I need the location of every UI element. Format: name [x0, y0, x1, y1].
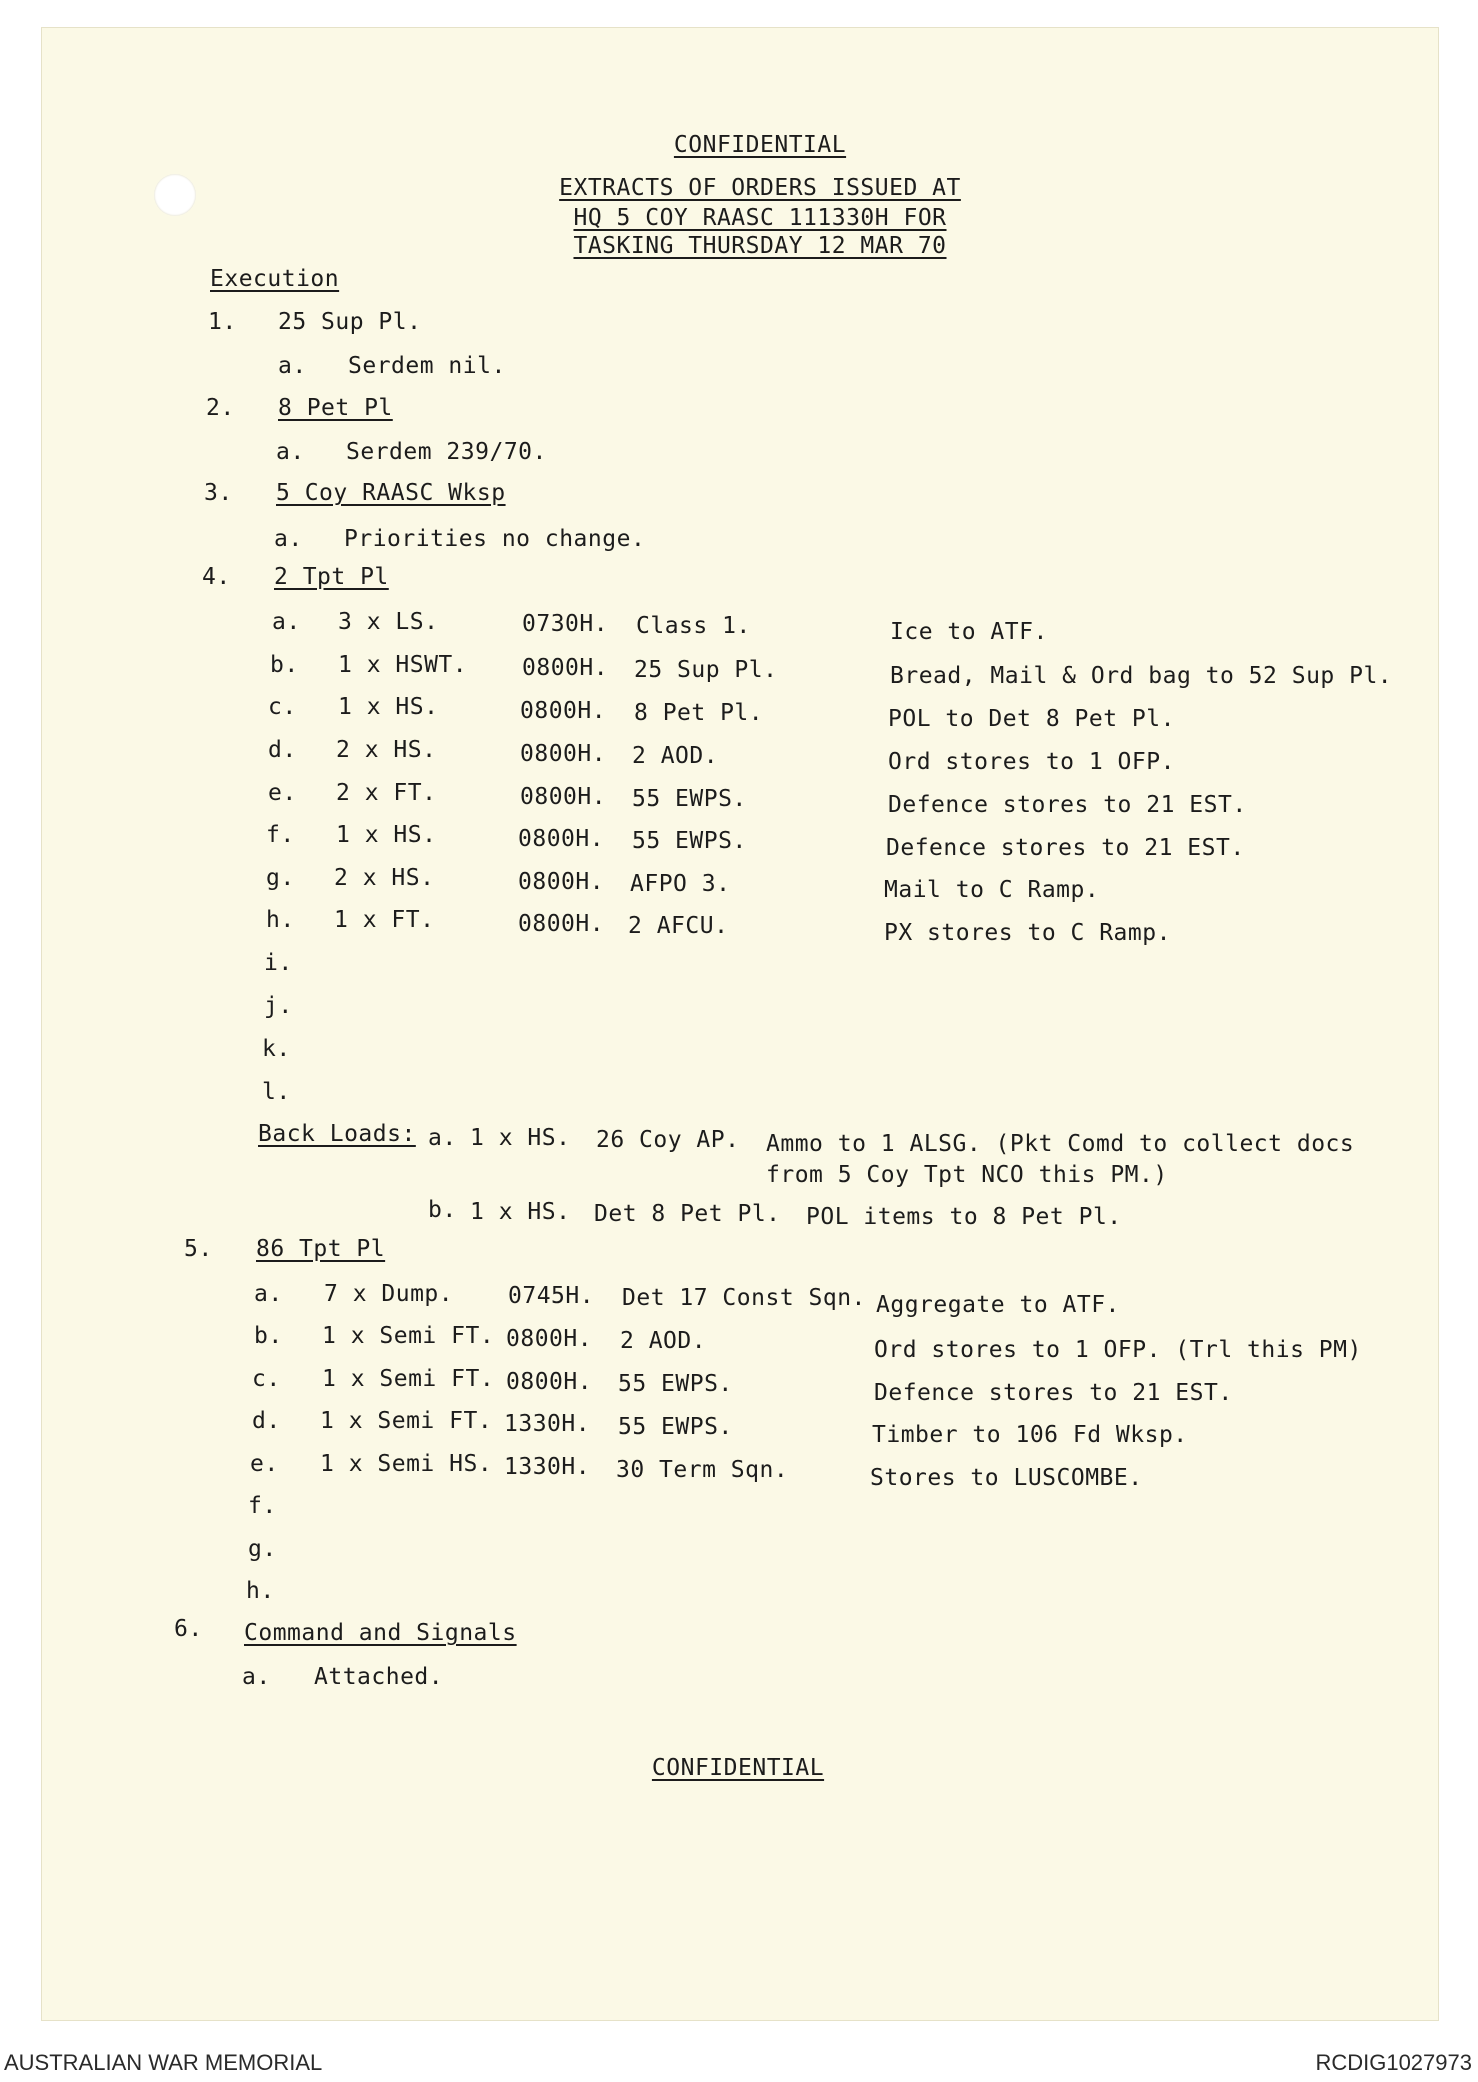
sec5-empty-letter: f. [248, 1493, 277, 1519]
sec4-empty-letter: j. [264, 993, 293, 1019]
title-line-1: EXTRACTS OF ORDERS ISSUED AT [559, 175, 961, 201]
row-time: 1330H. [504, 1411, 591, 1437]
back-load-a-vehicles: 1 x HS. [470, 1125, 571, 1151]
row-task: Defence stores to 21 EST. [886, 835, 1245, 861]
sec6-title: Command and Signals [244, 1620, 517, 1646]
back-load-a-unit: 26 Coy AP. [596, 1127, 740, 1153]
row-task: Ord stores to 1 OFP. [888, 749, 1175, 775]
back-load-b-letter: b. [428, 1197, 457, 1223]
classification-top: CONFIDENTIAL [673, 132, 847, 158]
row-unit: 55 EWPS. [618, 1371, 733, 1397]
sec6-a-text: Attached. [314, 1664, 444, 1690]
row-task: Ord stores to 1 OFP. (Trl this PM) [874, 1337, 1362, 1363]
sec2-a-text: Serdem 239/70. [346, 439, 547, 465]
sec1-title: 25 Sup Pl. [278, 309, 422, 335]
sec2-a-letter: a. [276, 439, 305, 465]
sec1-a-text: Serdem nil. [348, 353, 506, 379]
sec4-title: 2 Tpt Pl [274, 564, 389, 590]
row-vehicles: 7 x Dump. [324, 1281, 454, 1307]
punch-hole [154, 174, 196, 216]
row-vehicles: 1 x HS. [336, 822, 437, 848]
title-line-3: TASKING THURSDAY 12 MAR 70 [573, 233, 947, 259]
sec5-empty-letter: h. [246, 1578, 275, 1604]
row-time: 0745H. [508, 1283, 595, 1309]
row-task: Ice to ATF. [890, 619, 1048, 645]
row-letter: a. [272, 609, 301, 635]
document-page [42, 28, 1438, 2020]
row-unit: 55 EWPS. [632, 828, 747, 854]
sec3-a-text: Priorities no change. [344, 526, 646, 552]
archive-footer-right: RCDIG1027973 [1315, 2050, 1472, 2075]
sec4-number: 4. [202, 564, 231, 590]
row-unit: Class 1. [636, 613, 751, 639]
back-loads-label: Back Loads: [258, 1121, 416, 1147]
row-task: POL to Det 8 Pet Pl. [888, 706, 1175, 732]
row-time: 0800H. [520, 741, 607, 767]
row-unit: 2 AFCU. [628, 913, 729, 939]
back-load-a-task-cont: from 5 Coy Tpt NCO this PM.) [766, 1162, 1168, 1188]
archive-footer-left: AUSTRALIAN WAR MEMORIAL [4, 2050, 323, 2075]
sec4-empty-letter: i. [264, 950, 293, 976]
sec5-number: 5. [184, 1236, 213, 1262]
row-vehicles: 1 x HSWT. [338, 652, 468, 678]
row-vehicles: 1 x Semi FT. [322, 1323, 495, 1349]
row-letter: c. [268, 694, 297, 720]
row-vehicles: 2 x FT. [336, 780, 437, 806]
row-unit: 25 Sup Pl. [634, 657, 778, 683]
row-letter: e. [250, 1451, 279, 1477]
sec2-title: 8 Pet Pl [278, 395, 393, 421]
row-unit: Det 17 Const Sqn. [622, 1285, 866, 1311]
row-task: Aggregate to ATF. [876, 1292, 1120, 1318]
sec6-number: 6. [174, 1616, 203, 1642]
sec3-a-letter: a. [274, 526, 303, 552]
row-task: Defence stores to 21 EST. [874, 1380, 1233, 1406]
row-letter: d. [252, 1408, 281, 1434]
sec6-a-letter: a. [242, 1664, 271, 1690]
sec1-number: 1. [208, 309, 237, 335]
row-task: Bread, Mail & Ord bag to 52 Sup Pl. [890, 663, 1393, 689]
row-time: 0800H. [506, 1369, 593, 1395]
row-letter: c. [252, 1366, 281, 1392]
row-task: Mail to C Ramp. [884, 877, 1100, 903]
back-load-b-task: POL items to 8 Pet Pl. [806, 1204, 1122, 1230]
sec2-number: 2. [206, 395, 235, 421]
classification-bottom: CONFIDENTIAL [651, 1755, 825, 1781]
row-letter: b. [270, 652, 299, 678]
row-vehicles: 1 x FT. [334, 907, 435, 933]
row-letter: d. [268, 737, 297, 763]
row-unit: 2 AOD. [620, 1328, 707, 1354]
section-heading-execution: Execution [210, 266, 340, 292]
row-unit: 2 AOD. [632, 743, 719, 769]
row-unit: 55 EWPS. [618, 1414, 733, 1440]
row-task: Defence stores to 21 EST. [888, 792, 1247, 818]
row-time: 1330H. [504, 1454, 591, 1480]
row-letter: g. [266, 865, 295, 891]
row-vehicles: 2 x HS. [336, 737, 437, 763]
row-time: 0800H. [518, 911, 605, 937]
row-unit: AFPO 3. [630, 871, 731, 897]
row-time: 0730H. [522, 611, 609, 637]
row-task: PX stores to C Ramp. [884, 920, 1171, 946]
row-time: 0800H. [520, 784, 607, 810]
row-time: 0800H. [518, 869, 605, 895]
row-letter: f. [266, 822, 295, 848]
sec5-empty-letter: g. [248, 1536, 277, 1562]
row-vehicles: 2 x HS. [334, 865, 435, 891]
row-letter: b. [254, 1323, 283, 1349]
back-load-b-vehicles: 1 x HS. [470, 1199, 571, 1225]
row-vehicles: 1 x HS. [338, 694, 439, 720]
sec5-title: 86 Tpt Pl [256, 1236, 386, 1262]
row-letter: e. [268, 780, 297, 806]
row-vehicles: 1 x Semi HS. [320, 1451, 493, 1477]
row-letter: a. [254, 1281, 283, 1307]
row-time: 0800H. [520, 698, 607, 724]
title-line-2: HQ 5 COY RAASC 111330H FOR [573, 205, 947, 231]
sec4-empty-letter: l. [262, 1079, 291, 1105]
row-unit: 30 Term Sqn. [616, 1457, 789, 1483]
row-task: Timber to 106 Fd Wksp. [872, 1422, 1188, 1448]
sec3-number: 3. [204, 480, 233, 506]
row-time: 0800H. [518, 826, 605, 852]
sec3-title: 5 Coy RAASC Wksp [276, 480, 506, 506]
row-task: Stores to LUSCOMBE. [870, 1465, 1143, 1491]
row-vehicles: 1 x Semi FT. [322, 1366, 495, 1392]
row-time: 0800H. [506, 1326, 593, 1352]
row-time: 0800H. [522, 655, 609, 681]
row-unit: 8 Pet Pl. [634, 700, 764, 726]
sec4-empty-letter: k. [262, 1036, 291, 1062]
back-load-a-task: Ammo to 1 ALSG. (Pkt Comd to collect docs [766, 1131, 1355, 1157]
back-load-b-unit: Det 8 Pet Pl. [594, 1201, 781, 1227]
row-letter: h. [266, 907, 295, 933]
row-vehicles: 3 x LS. [338, 609, 439, 635]
row-vehicles: 1 x Semi FT. [320, 1408, 493, 1434]
row-unit: 55 EWPS. [632, 786, 747, 812]
sec1-a-letter: a. [278, 353, 307, 379]
back-load-a-letter: a. [428, 1125, 457, 1151]
